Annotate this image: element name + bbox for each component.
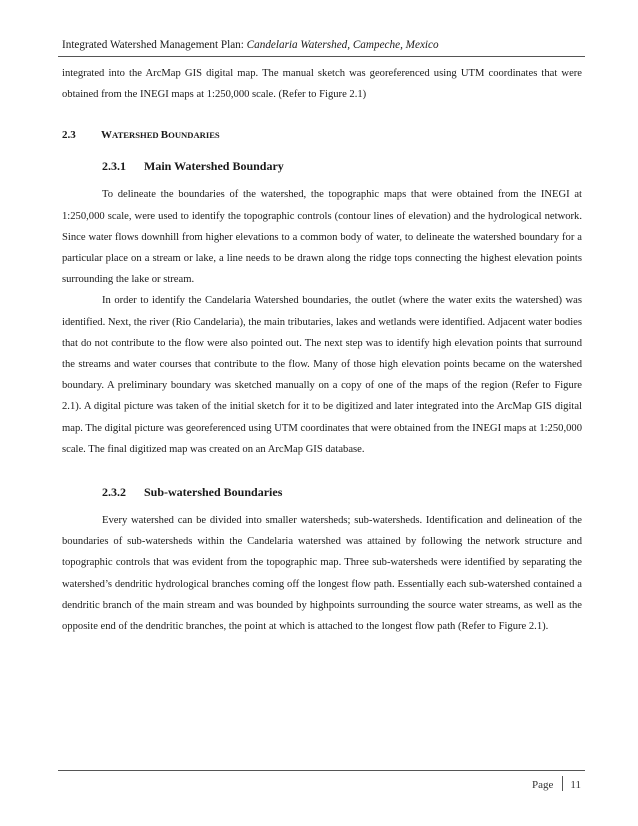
paragraph: In order to identify the Candelaria Watershed boundaries, the outlet (where the water exits the watershed) was identified. Next, the river (Rio Candelaria), the main tributaries, lakes and wetlands were identified. Adjacent water bodies that do not contribute to the flow were also pointed out. The next step was to identify high elevation points that surround the streams and water courses that contribute to the flow. Many of those high elevation points became on the watershed boundary. A preliminary boundary was sketched manually on a copy of one of the maps of the region (Refer to Figure 2.1). A digital picture was taken of the initial sketch for it to be digitized and later integrated into the ArcMap GIS digital map. The digital picture was georeferenced using UTM coordinates that were obtained from the INEGI maps at 1:250,000 scale. The final digitized map was created on an ArcMap GIS database.	[62, 295, 582, 455]
subsection-title: Sub-watershed Boundaries	[144, 485, 283, 500]
paragraph: To delineate the boundaries of the watershed, the topographic maps that were obtained from the INEGI at 1:250,000 scale, were used to identify the topographic controls (contour lines of elevation) and the hydrological network. Since water flows downhill from higher elevations to a common body of water, to delineate the watershed boundary for a particular place on a stream or lake, a line needs to be drawn along the ridge tops connecting the highest elevation points surrounding the lake or stream.	[62, 189, 582, 286]
paragraph: Every watershed can be divided into smaller watersheds; sub-watersheds. Identification and delineation of the boundaries of sub-watersheds within the Candelaria watershed was attained by following the network structure and topographic controls that was evident from the topographic map. Three sub-watersheds were identified by separating the watershed’s dendritic hydrological branches coming off the longest flow path. Essentially each sub-watershed contained a dendritic branch of the main stream and was bounded by highpoints surrounding the source water streams, as well as the opposite end of the dendritic branches, the point at which is attached to the longest flow path (Refer to Figure 2.1).	[62, 515, 582, 633]
subsection-number: 2.3.1	[102, 159, 126, 174]
header-title: Integrated Watershed Management Plan:	[62, 39, 247, 51]
page-body	[62, 63, 582, 637]
header-subtitle: Candelaria Watershed, Campeche, Mexico	[246, 39, 439, 51]
header-rule	[58, 56, 585, 57]
intro-paragraph: integrated into the ArcMap GIS digital map. The manual sketch was georeferenced using UTM coordinates that were obtained from the INEGI maps at 1:250,000 scale. (Refer to Figure 2.1)	[62, 68, 582, 101]
section-heading	[62, 124, 582, 146]
section-number: 2.3	[62, 129, 76, 142]
section-title-rest-1: ATERSHED	[112, 130, 161, 141]
running-header	[62, 38, 439, 52]
page-number: 11	[570, 779, 581, 791]
page-label: Page	[532, 779, 554, 791]
subsection-heading-sub-watershed	[62, 480, 582, 504]
section-title-initial-1: W	[101, 129, 112, 142]
subsection-title: Main Watershed Boundary	[144, 159, 284, 174]
subsection-heading-main-boundary	[62, 154, 582, 178]
section-title-initial-2: B	[160, 129, 169, 142]
section-title-rest-2: OUNDARIES	[168, 130, 220, 141]
subsection-number: 2.3.2	[102, 485, 126, 500]
page-footer	[532, 776, 581, 792]
page-separator	[562, 776, 563, 791]
footer-rule	[58, 770, 585, 771]
